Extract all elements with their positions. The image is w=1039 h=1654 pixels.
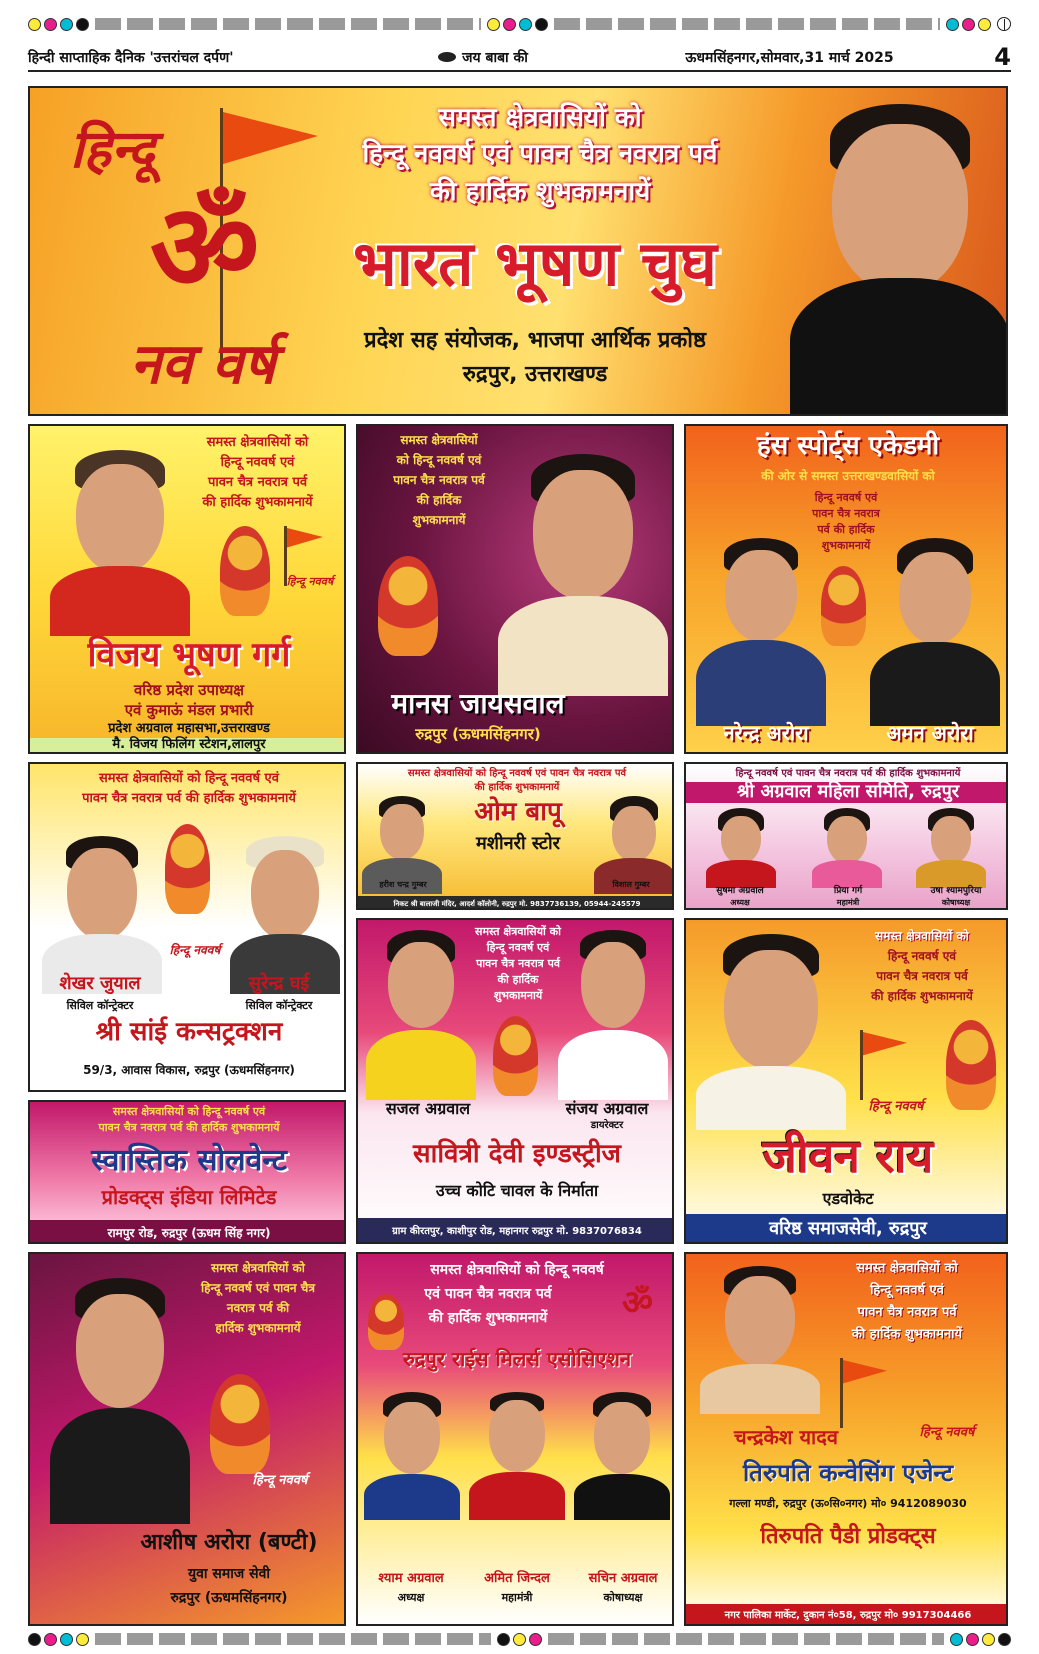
hans-subtitle: की ओर से समस्त उत्तराखण्डवासियों को (761, 469, 935, 483)
navvarsh-logo-small: हिन्दू नववर्ष (252, 1473, 308, 1488)
jeevan-greeting-2: हिन्दू नववर्ष एवं (887, 949, 957, 963)
ashish-place: रुद्रपुर (ऊधमसिंहनगर) (170, 1590, 288, 1606)
swastik-greeting-2: पावन चैत्र नवरात्र पर्व की हार्दिक शुभकामनायें (98, 1121, 280, 1134)
masthead-slogan: जय बाबा की (462, 49, 528, 66)
rice-name-3: सचिन अग्रवाल (588, 1571, 658, 1586)
shekhar-photo (42, 834, 162, 994)
bharat-mata-icon (165, 824, 210, 914)
ombapu-footer: निकट श्री बालाजी मंदिर, आदर्श कॉलोनी, रुद्रपुर मो. 9837736139, 05944-245579 (358, 896, 674, 910)
om-symbol-icon: ॐ (622, 1283, 654, 1323)
jeevan-name: जीवन राय (762, 1129, 934, 1183)
tirupati-name: चन्द्रकेश यादव (734, 1425, 838, 1449)
vijay-role-2: एवं कुमाऊं मंडल प्रभारी (124, 701, 254, 719)
hans-name-2: अमन अरोरा (886, 721, 974, 745)
savitri-name-1: सजल अग्रवाल (385, 1099, 471, 1118)
savitri-greeting-5: शुभकामनायें (493, 989, 543, 1002)
bharat-mata-icon (368, 1294, 404, 1350)
manas-photo (498, 446, 668, 696)
ad-tirupati-conveyancing (684, 1252, 1008, 1626)
hero-greeting-2: हिन्दू नववर्ष एवं पावन चैत्र नवरात्र पर्व (362, 139, 718, 169)
amit-photo (469, 1390, 565, 1520)
ad-jeevan-rai (684, 918, 1008, 1244)
jeevan-greeting-4: की हार्दिक शुभकामनायें (871, 989, 973, 1003)
narendra-photo (696, 536, 826, 726)
bharat-mata-icon (821, 566, 866, 646)
sai-address: 59/3, आवास विकास, रुद्रपुर (ऊधमसिंहनगर) (83, 1063, 295, 1077)
vijay-role-1: वरिष्ठ प्रदेश उपाध्यक्ष (133, 681, 245, 699)
hindu-logo-top: हिन्दू (70, 119, 155, 180)
vijay-role-3: प्रदेश अग्रवाल महासभा,उत्तराखण्ड (108, 721, 270, 736)
tirupati-company: तिरुपति कन्वेसिंग एजेन्ट (742, 1459, 954, 1487)
crosshair-icon (997, 17, 1011, 31)
ombapu-name-2: विशाल गुम्बर (612, 880, 650, 889)
agrawal-title: श्री अग्रवाल महिला समिति, रुद्रपुर (686, 782, 1008, 803)
rice-role-3: कोषाध्यक्ष (603, 1591, 643, 1604)
vijay-greeting-2: हिन्दू नववर्ष एवं (220, 455, 295, 470)
ombapu-greeting-1: समस्त क्षेत्रवासियों को हिन्दू नववर्ष एवं पावन चैत्र नवरात्र पर्व (407, 768, 627, 779)
swastik-greeting-1: समस्त क्षेत्रवासियों को हिन्दू नववर्ष एवं (112, 1105, 266, 1118)
ad-om-bapu-machinery (356, 762, 674, 910)
ombapu-name-1: हरीश चन्द्र गुम्बर (379, 880, 427, 889)
navvarsh-logo-small: हिन्दू नववर्ष (868, 1099, 924, 1114)
ashish-greeting-1: समस्त क्षेत्रवासियों को (211, 1261, 305, 1275)
registration-strip-bottom (28, 1631, 1011, 1647)
hans-greeting-4: शुभकामनायें (821, 539, 871, 552)
tirupati-greeting-1: समस्त क्षेत्रवासियों को (856, 1261, 958, 1276)
jeevan-role-1: एडवोकेट (822, 1189, 874, 1208)
page-number: 4 (994, 43, 1011, 71)
agrawal-role-3: कोषाध्यक्ष (941, 898, 971, 907)
navvarsh-logo-small: हिन्दू नववर्ष (286, 575, 334, 588)
ad-agrawal-mahila-samiti (684, 762, 1008, 910)
rice-greeting-3: की हार्दिक शुभकामनायें (428, 1310, 548, 1326)
agrawal-role-2: महामंत्री (836, 898, 860, 907)
sai-company: श्री सांई कन्सट्रक्शन (95, 1017, 283, 1047)
savitri-role-2: डायरेक्टर (590, 1120, 624, 1131)
hero-ad (28, 86, 1008, 416)
newspaper-name: हिन्दी साप्ताहिक दैनिक 'उत्तरांचल दर्पण' (28, 49, 234, 66)
hans-greeting-1: हिन्दू नववर्ष एवं (814, 491, 878, 504)
vijay-greeting-4: की हार्दिक शुभकामनायें (202, 495, 313, 510)
savitri-company: सावित्री देवी इण्डस्ट्रीज (413, 1139, 621, 1169)
tirupati-greeting-4: की हार्दिक शुभकामनायें (851, 1327, 963, 1342)
hans-name-1: नरेन्द्र अरोरा (723, 721, 809, 745)
masthead (28, 44, 1011, 72)
ashish-name: आशीष अरोरा (बण्टी) (140, 1530, 318, 1555)
aman-photo (870, 536, 1000, 726)
savitri-greeting-3: पावन चैत्र नवरात्र पर्व (476, 957, 560, 970)
jeevan-photo (696, 930, 846, 1130)
jeevan-role-2: वरिष्ठ समाजसेवी, रुद्रपुर (686, 1214, 1008, 1244)
tirupati-address-2: नगर पालिका मार्केट, दुकान नं०58, रुद्रपुर मो० 9917304466 (686, 1604, 1008, 1626)
hero-role: प्रदेश सह संयोजक, भाजपा आर्थिक प्रकोष्ठ (364, 328, 706, 353)
registration-strip-top (28, 16, 1011, 32)
harish-photo (362, 794, 442, 894)
tirupati-address-1: गल्ला मण्डी, रुद्रपुर (ऊ०सि०नगर) मो० 9412089030 (729, 1497, 967, 1510)
rice-greeting-1: समस्त क्षेत्रवासियों को हिन्दू नववर्ष (430, 1262, 604, 1278)
issue-date: ऊधमसिंहनगर,सोमवार,31 मार्च 2025 (685, 49, 894, 66)
navvarsh-logo-bottom: नव वर्ष (130, 331, 276, 397)
vijay-greeting-3: पावन चैत्र नवरात्र पर्व (207, 475, 308, 490)
ad-ashish-arora (28, 1252, 346, 1626)
manas-greeting-2: को हिन्दू नववर्ष एवं (396, 453, 482, 467)
vijay-greeting-1: समस्त क्षेत्रवासियों को (206, 435, 309, 450)
om-symbol-icon: ॐ (150, 177, 260, 318)
jeevan-greeting-1: समस्त क्षेत्रवासियों को (875, 929, 969, 943)
rice-name-1: श्याम अग्रवाल (378, 1571, 444, 1586)
hero-greeting-3: की हार्दिक शुभकामनायें (429, 177, 651, 207)
sai-role-1: सिविल कॉन्ट्रेक्टर (66, 999, 134, 1012)
manas-greeting-1: समस्त क्षेत्रवासियों (400, 433, 478, 447)
sachin-photo (574, 1390, 670, 1520)
saffron-flag-icon (836, 1358, 896, 1428)
hans-greeting-2: पावन चैत्र नवरात्र (812, 507, 880, 520)
savitri-greeting-1: समस्त क्षेत्रवासियों को (475, 925, 561, 938)
agrawal-name-3: उषा श्यामपुरिया (930, 886, 982, 896)
swastik-title: स्वास्तिक सोलवेन्ट (91, 1143, 287, 1178)
rice-title: रुद्रपुर राईस मिलर्स एसोसिएशन (402, 1347, 632, 1371)
sai-name-1: शेखर जुयाल (59, 973, 141, 994)
navvarsh-logo-small: हिन्दू नववर्ष (169, 943, 221, 957)
vijay-photo (50, 446, 190, 636)
ad-rice-millers-association (356, 1252, 674, 1626)
ombapu-greeting-2: की हार्दिक शुभकामनायें (474, 782, 560, 793)
shyam-photo (364, 1390, 460, 1520)
ad-swastik-solvent (28, 1100, 346, 1244)
sai-greeting-1: समस्त क्षेत्रवासियों को हिन्दू नववर्ष एवं (99, 771, 279, 786)
sai-greeting-2: पावन चैत्र नवरात्र पर्व की हार्दिक शुभकामनायें (82, 791, 296, 806)
hero-greeting-1: समस्त क्षेत्रवासियों को (438, 103, 642, 133)
ad-sai-construction (28, 762, 346, 1092)
ombapu-subtitle: मशीनरी स्टोर (475, 833, 561, 854)
bharat-mata-icon (493, 1016, 538, 1096)
ad-vijay-bhushan-garg (28, 424, 346, 754)
agrawal-name-2: प्रिया गर्ग (833, 886, 863, 896)
ad-hans-sports-academy (684, 424, 1008, 754)
hero-name: भारत भूषण चुघ (353, 227, 717, 300)
ombapu-title: ओम बापू (474, 797, 562, 827)
sai-name-2: सुरेन्द्र घई (248, 973, 310, 994)
portrait-photo (790, 98, 1008, 416)
agrawal-greeting: हिन्दू नववर्ष एवं पावन चैत्र नवरात्र पर्व की हार्दिक शुभकामनायें (735, 768, 961, 779)
ad-savitri-devi-industries (356, 918, 674, 1244)
savitri-footer: ग्राम कीरतपुर, काशीपुर रोड, महानगर रुद्रपुर मो. 9837076834 (358, 1218, 674, 1244)
rice-role-1: अध्यक्ष (397, 1591, 425, 1604)
ashish-greeting-2: हिन्दू नववर्ष एवं पावन चैत्र (200, 1281, 316, 1295)
hero-place: रुद्रपुर, उत्तराखण्ड (462, 362, 608, 387)
sushma-photo (706, 808, 776, 888)
manas-name: मानस जायसवाल (391, 687, 565, 720)
saffron-flag-icon (856, 1030, 916, 1100)
eye-icon (438, 52, 456, 62)
vijay-footer: मै. विजय फिलिंग स्टेशन,लालपुर (30, 738, 346, 754)
sajal-photo (366, 930, 476, 1100)
chandrakesh-photo (700, 1264, 820, 1414)
bharat-mata-icon (378, 556, 438, 656)
sanjay-photo (558, 930, 668, 1100)
agrawal-role-1: अध्यक्ष (730, 898, 750, 907)
manas-greeting-5: शुभकामनायें (412, 513, 466, 527)
swastik-subtitle: प्रोडक्ट्स इंडिया लिमिटेड (101, 1185, 277, 1209)
bharat-mata-icon (210, 1374, 270, 1474)
swastik-address: रामपुर रोड, रुद्रपुर (ऊधम सिंह नगर) (30, 1220, 346, 1244)
ashish-greeting-4: हार्दिक शुभकामनायें (215, 1321, 301, 1335)
rice-name-2: अमित जिन्दल (484, 1571, 550, 1586)
bharat-mata-icon (946, 1020, 996, 1110)
ashish-role: युवा समाज सेवी (187, 1566, 270, 1582)
bharat-mata-icon (220, 526, 270, 616)
hans-title: हंस स्पोर्ट्स एकेडमी (756, 431, 940, 461)
surendra-photo (230, 834, 340, 994)
manas-place: रुद्रपुर (ऊधमसिंहनगर) (415, 725, 541, 743)
manas-greeting-4: की हार्दिक (416, 493, 462, 507)
savitri-greeting-4: की हार्दिक (497, 973, 539, 986)
ashish-photo (50, 1274, 190, 1524)
vijay-name: विजय भूषण गर्ग (87, 635, 291, 675)
ashish-greeting-3: नवरात्र पर्व की (226, 1301, 290, 1315)
savitri-name-2: संजय अग्रवाल (565, 1099, 649, 1118)
priya-photo (812, 808, 882, 888)
rice-greeting-2: एवं पावन चैत्र नवरात्र पर्व (424, 1286, 552, 1302)
tirupati-company-2: तिरुपति पैडी प्रोडक्ट्स (760, 1524, 936, 1549)
navvarsh-logo-small: हिन्दू नववर्ष (919, 1425, 975, 1440)
sai-role-2: सिविल कॉन्ट्रेक्टर (245, 999, 313, 1012)
agrawal-name-1: सुषमा अग्रवाल (716, 886, 764, 896)
savitri-tagline: उच्च कोटि चावल के निर्माता (435, 1181, 599, 1200)
ad-manas-jaiswal (356, 424, 674, 754)
rice-role-2: महामंत्री (501, 1591, 533, 1604)
tirupati-greeting-3: पावन चैत्र नवरात्र पर्व (857, 1305, 957, 1320)
jeevan-greeting-3: पावन चैत्र नवरात्र पर्व (876, 969, 968, 983)
vishal-photo (594, 794, 674, 894)
manas-greeting-3: पावन चैत्र नवरात्र पर्व (393, 473, 485, 487)
tirupati-greeting-2: हिन्दू नववर्ष एवं (870, 1283, 944, 1298)
usha-photo (916, 808, 986, 888)
hans-greeting-3: पर्व की हार्दिक (817, 523, 875, 536)
savitri-greeting-2: हिन्दू नववर्ष एवं (486, 941, 550, 954)
